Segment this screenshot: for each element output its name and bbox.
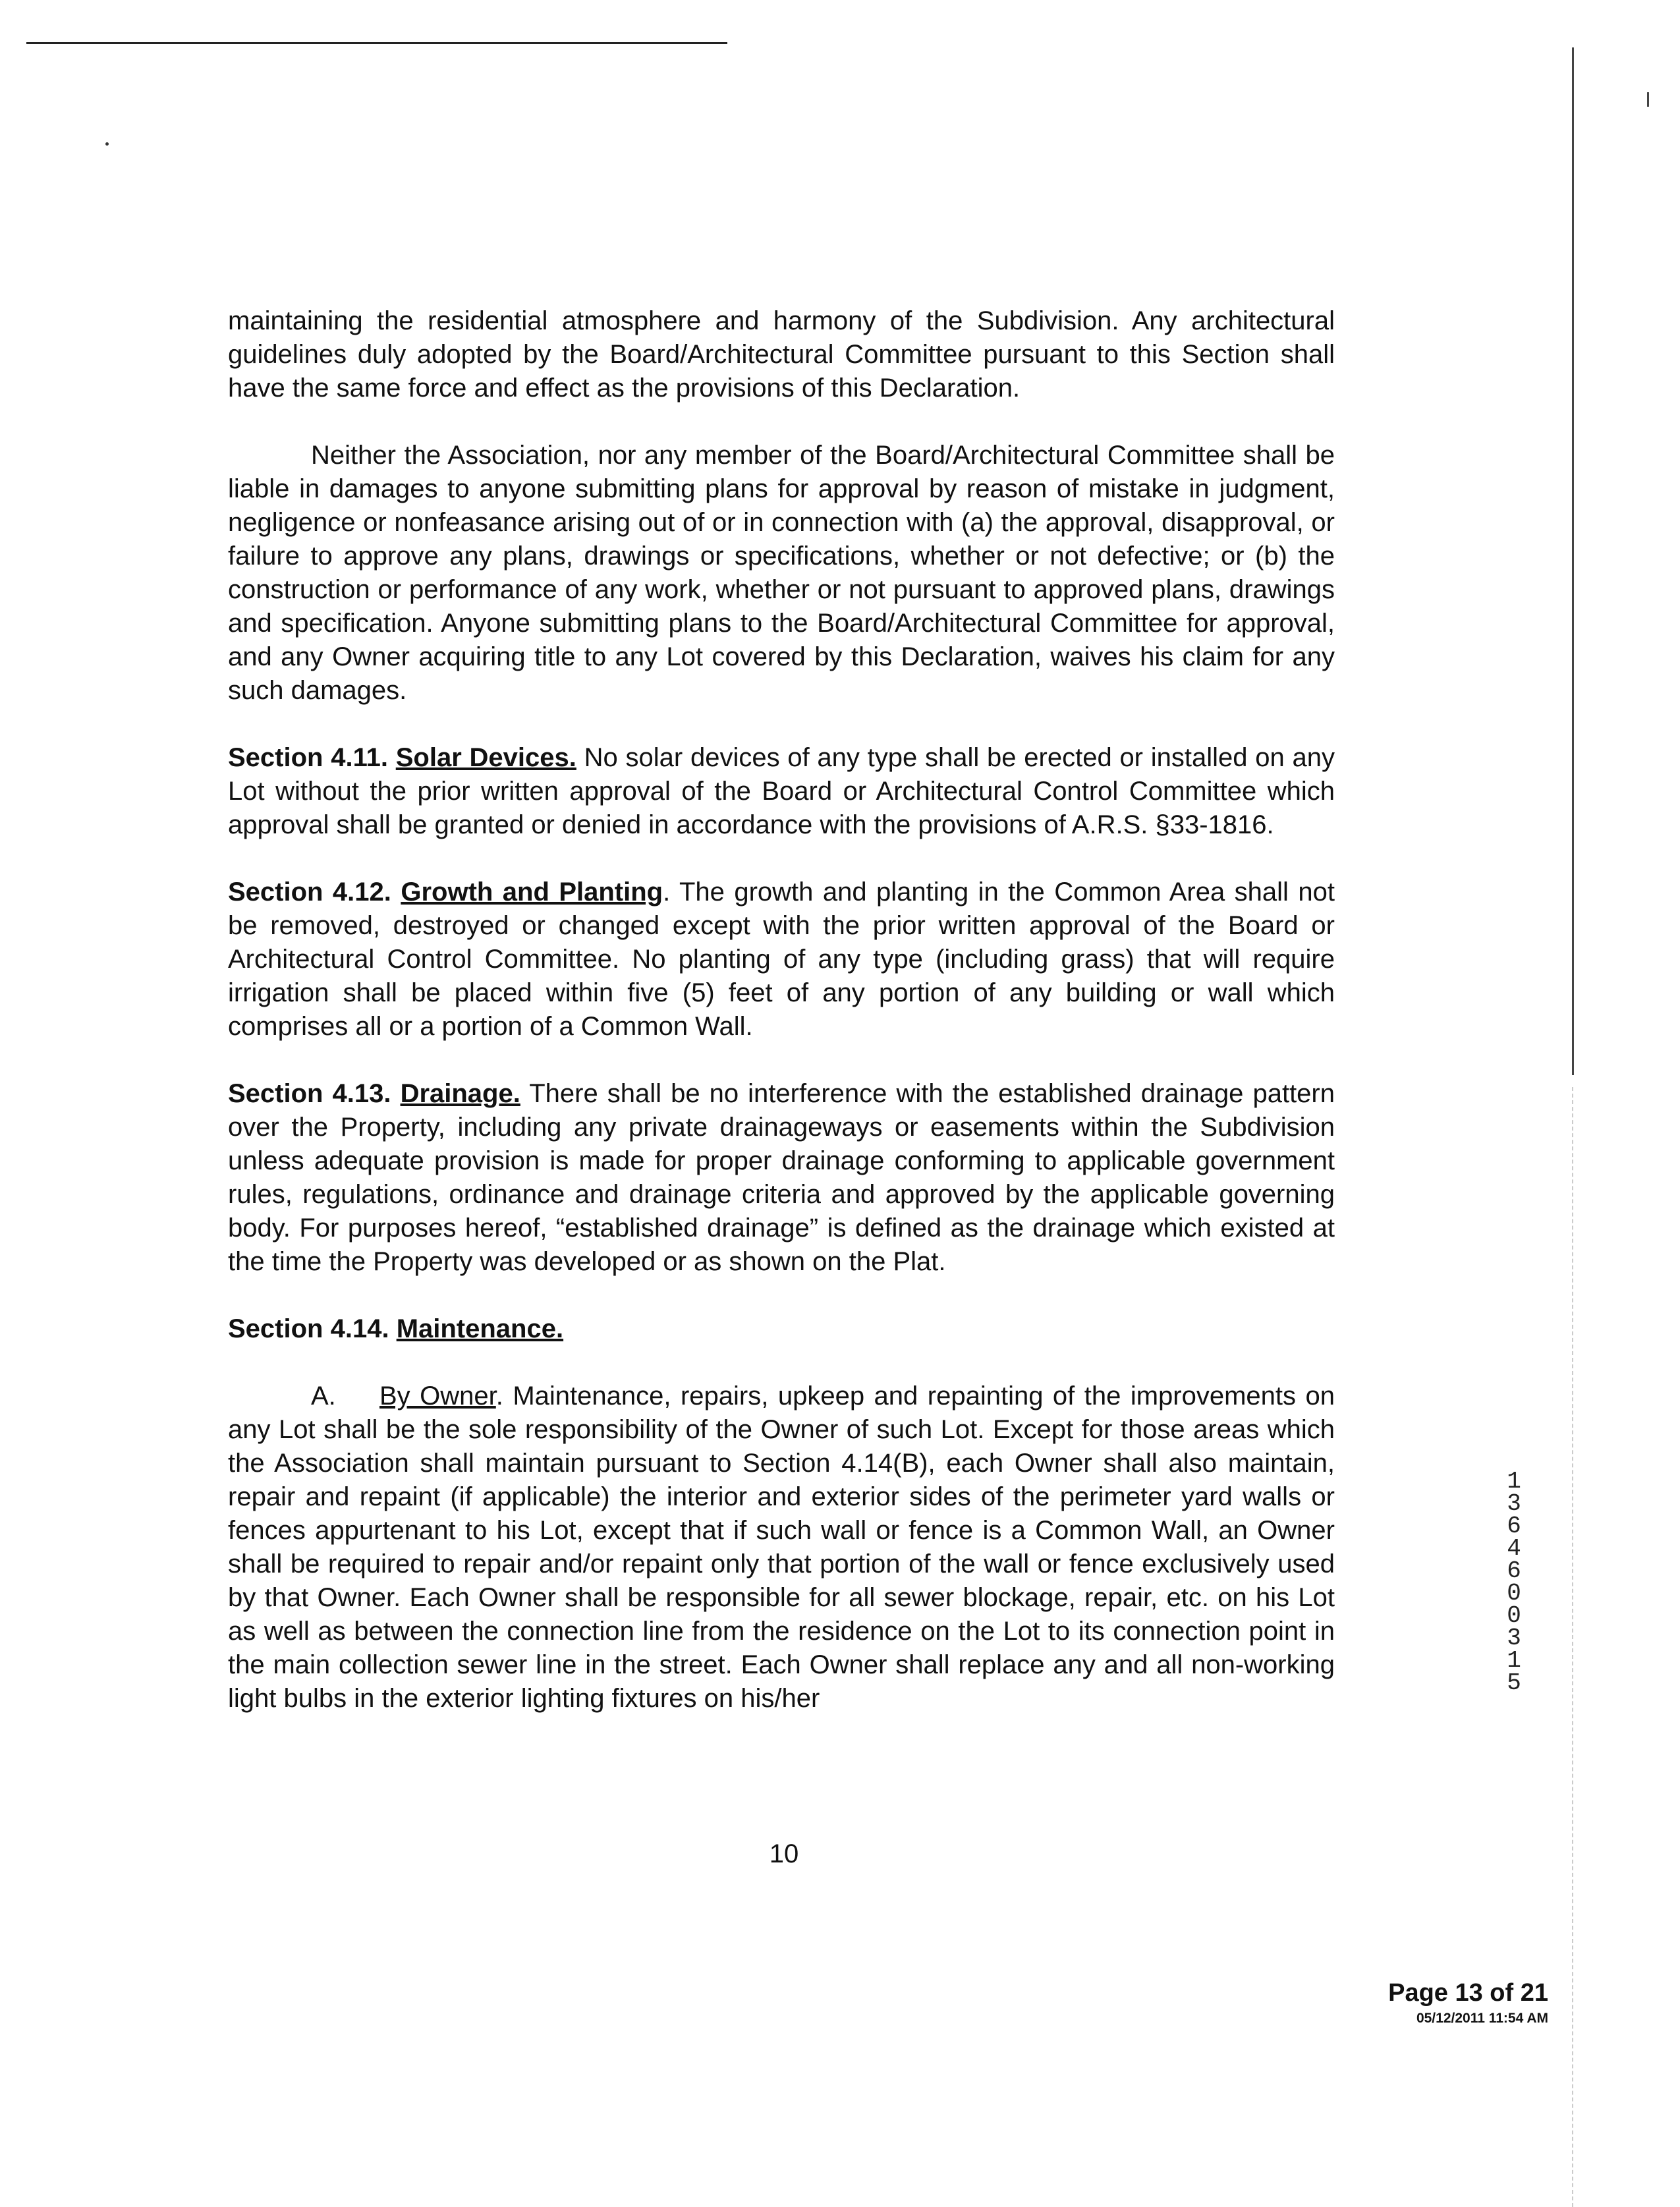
section-title: Solar Devices. (395, 743, 576, 772)
page-number: 10 (769, 1839, 799, 1868)
section-number: Section 4.11. (228, 743, 388, 772)
section-title: Maintenance. (396, 1314, 564, 1343)
scan-speck (105, 142, 109, 146)
footer-page-count: Page 13 of 21 (1388, 1979, 1548, 2007)
section-number: Section 4.13. (228, 1079, 391, 1108)
section-number: Section 4.14. (228, 1314, 389, 1343)
section-body: There shall be no interference with the established drainage pattern over the Property, including any private drainageways or easements within the Subdivision unless adequate provision is made for proper drainage conforming to applicable government rules, regulations, ordinance and drainage criteria and approved by the applicable governing body. For purposes hereof, “established drainage” is defined as the drainage which existed at the time the Property was developed or as shown on the Plat. (228, 1079, 1335, 1276)
section-4-12 (228, 876, 1335, 1044)
top-rule (26, 42, 727, 44)
paragraph-liability: Neither the Association, nor any member of the Board/Architectural Committee shall be liable in damages to anyone submitting plans for approval by reason of mistake in judgment, negligence or nonfeasance arising out of or in connection with (a) the approval, disapproval, or failure to approve any plans, drawings or specifications, whether or not defective; or (b) the construction or performance of any work, whether or not pursuant to approved plans, drawings and specification. Anyone submitting plans to the Board/Architectural Committee for approval, and any Owner acquiring title to any Lot covered by this Declaration, waives his claim for any such damages. (228, 441, 1335, 705)
section-title: Growth and Planting (401, 878, 663, 907)
section-4-11 (228, 741, 1335, 842)
subsection-body: . Maintenance, repairs, upkeep and repainting of the improvements on any Lot shall be the sole responsibility of the Owner of such Lot. Except for those areas which the Association shall maintain pursuant to Section 4.14(B), each Owner shall also maintain, repair and repaint (if applicable) the interior and exterior sides of the perimeter yard walls or fences appurtenant to his Lot, except that if such wall or fence is a Common Wall, an Owner shall be required to repair and/or repaint only that portion of the wall or fence exclusively used by that Owner. Each Owner shall be responsible for all sewer blockage, repair, etc. on his Lot as well as between the connection line from the residence on the Lot to its connection point in the main collection sewer line in the street. Each Owner shall replace any and all non-working light bulbs in the exterior lighting fixtures on his/her (228, 1382, 1335, 1713)
section-number: Section 4.12. (228, 878, 391, 907)
recording-stamp: 13646 00315 (1507, 1468, 1521, 1696)
section-4-13 (228, 1077, 1335, 1279)
margin-mark (1647, 92, 1649, 107)
section-title: Drainage. (400, 1079, 520, 1108)
section-body: No solar devices of any type shall be erected or installed on any Lot without the prior written approval of the Board or Architectural Control Committee which approval shall be granted or denied in accordance with the provisions of A.R.S. §33-1816. (228, 743, 1335, 839)
right-margin-rule-faint (1572, 1087, 1573, 2207)
subsection-title: By Owner (379, 1382, 496, 1411)
section-4-14-heading (228, 1312, 1335, 1346)
right-margin-rule (1572, 47, 1574, 1075)
footer-timestamp: 05/12/2011 11:54 AM (1416, 2011, 1548, 2026)
section-body: . The growth and planting in the Common Area shall not be removed, destroyed or changed except with the prior written approval of the Board or Architectural Control Committee. No planting of any type (including grass) that will require irrigation shall be placed within five (5) feet of any portion of any building or wall which comprises all or a portion of a Common Wall. (228, 878, 1335, 1041)
document-body (228, 304, 1335, 1749)
subsection-label: A. (311, 1382, 336, 1411)
section-4-14-a (228, 1380, 1335, 1716)
paragraph-continuation: maintaining the residential atmosphere and harmony of the Subdivision. Any architectural guidelines duly adopted by the Board/Architectural Committee pursuant to this Section shall have the same force and effect as the provisions of this Declaration. (228, 306, 1335, 403)
